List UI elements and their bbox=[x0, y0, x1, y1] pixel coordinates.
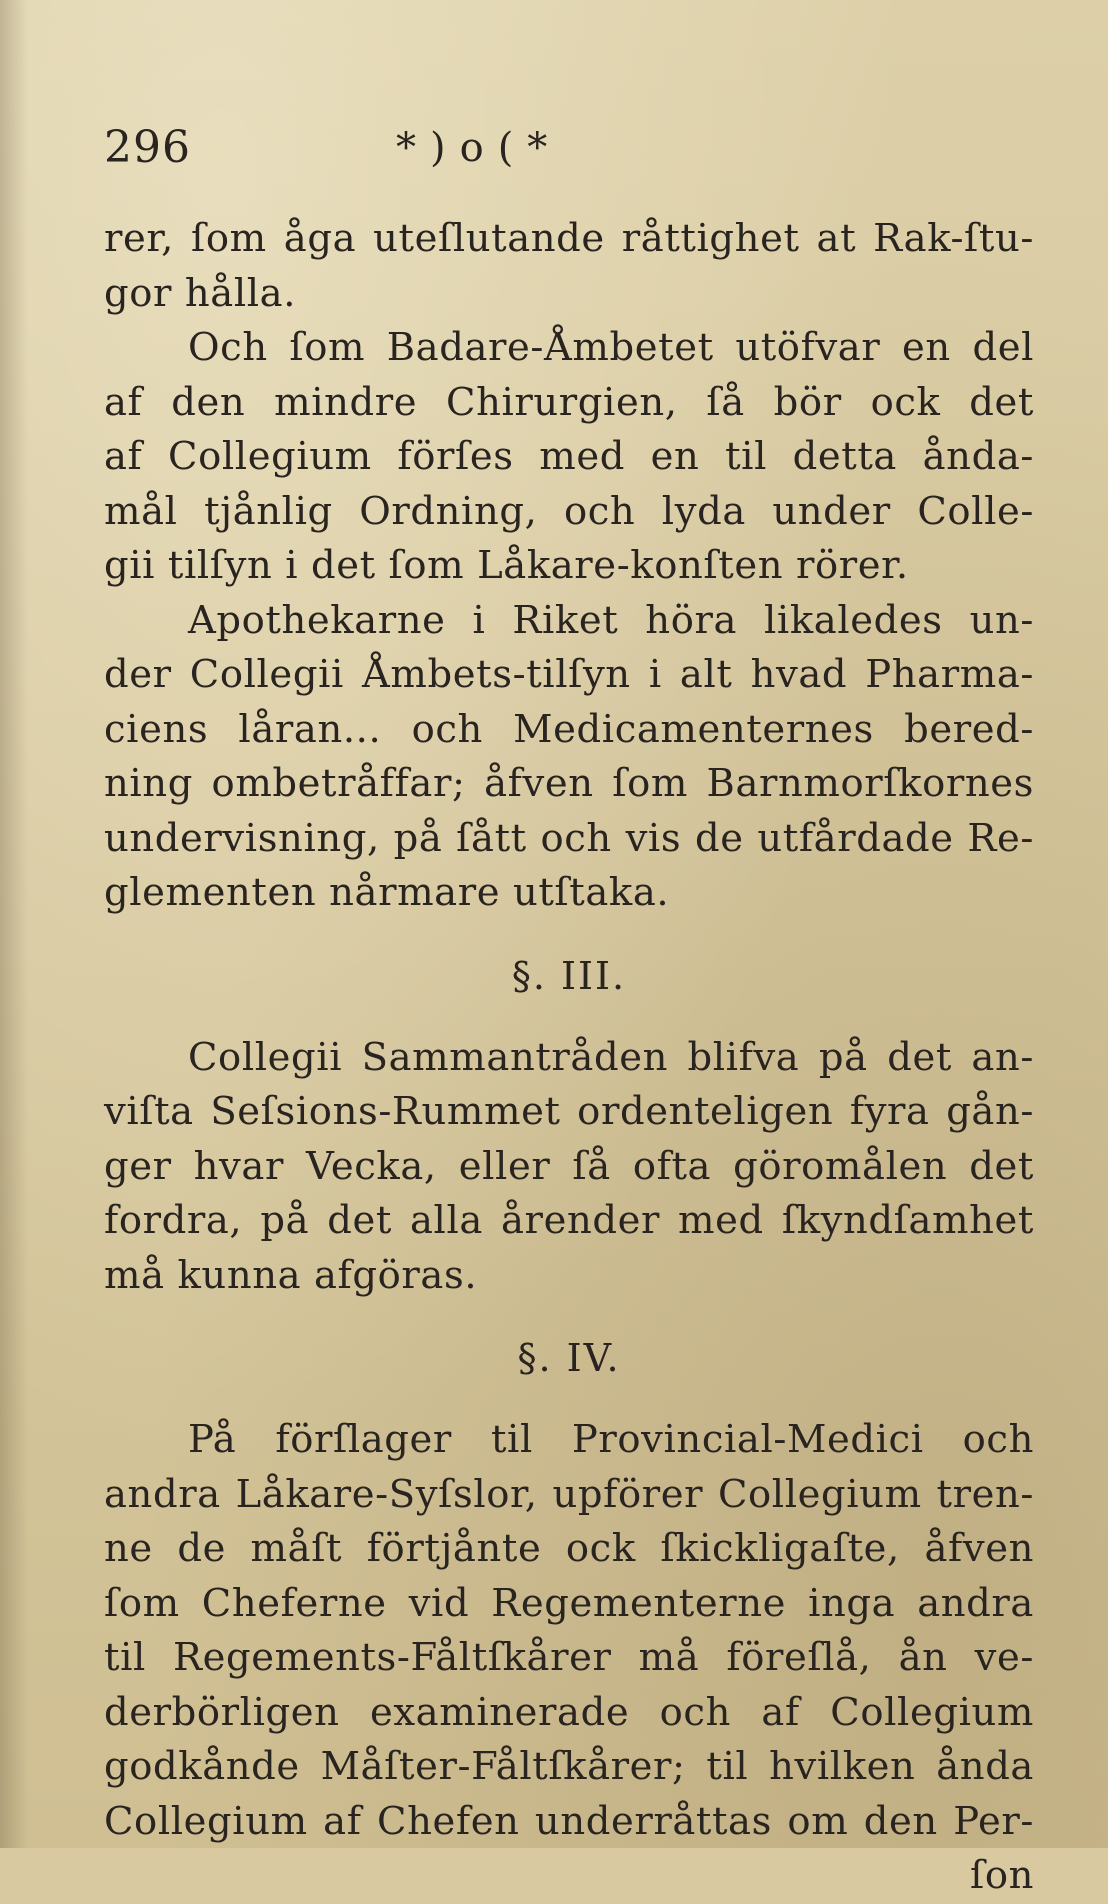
paragraph-first-line: Collegii Sammantråden blifva på det an- bbox=[188, 1034, 1034, 1080]
text-line: må kunna afgöras. bbox=[104, 1252, 478, 1298]
text-line: viſta Seſsions-Rummet ordenteligen fyra gån- bbox=[104, 1089, 1034, 1134]
text-line: af den mindre Chirurgien, ſå bör ock det bbox=[104, 379, 1034, 425]
page-number: 296 bbox=[104, 122, 191, 173]
running-header bbox=[104, 118, 1004, 178]
text-line: der Collegii Åmbets-tilſyn i alt hvad Pharma- bbox=[104, 652, 1034, 697]
text-line: ger hvar Vecka, eller ſå ofta göromålen det bbox=[104, 1143, 1034, 1189]
text-line: fordra, på det alla årender med ſkyndſamhet bbox=[104, 1198, 1034, 1243]
paragraph-first-line: Apothekarne i Riket höra likaledes un- bbox=[188, 597, 1034, 643]
text-line: ning ombetråffar; åfven ſom Barnmorſkornes bbox=[104, 761, 1034, 806]
text-line: gii tilſyn i det ſom Låkare-konſten rörer. bbox=[104, 543, 909, 588]
text-line: undervisning, på ſått och vis de utfårdade Re- bbox=[104, 815, 1034, 861]
text-line: gor hålla. bbox=[104, 270, 297, 316]
paragraph-first-line: På förſlager til Provincial-Medici och bbox=[188, 1417, 1034, 1462]
paragraph-first-line: Och ſom Badare-Åmbetet utöfvar en del bbox=[188, 325, 1034, 370]
section-heading-iii: §. III. bbox=[511, 953, 627, 998]
text-line: rer, ſom åga uteſlutande råttighet at Rak-ſtu- bbox=[104, 216, 1034, 261]
text-line: andra Låkare-Syſslor, upförer Collegium tren- bbox=[104, 1471, 1034, 1517]
text-line: godkånde Måſter-Fåltſkårer; til hvilken ånda bbox=[104, 1744, 1034, 1789]
text-line: mål tjånlig Ordning, och lyda under Colle- bbox=[104, 488, 1034, 534]
text-line: derbörligen examinerade och af Collegium bbox=[104, 1689, 1034, 1735]
header-ornament: *)o(* bbox=[396, 125, 562, 171]
text-line: ciens låran... och Medicamenternes bered- bbox=[104, 706, 1034, 752]
text-line: glementen nårmare utſtaka. bbox=[104, 870, 670, 915]
page-body bbox=[104, 212, 1034, 1904]
text-line: ne de måſt förtjånte ock ſkickligaſte, åfven bbox=[104, 1526, 1034, 1571]
text-line: til Regements-Fåltſkårer må föreſlå, ån ve- bbox=[104, 1635, 1034, 1680]
catchword: ſon bbox=[969, 1853, 1034, 1898]
section-heading-iv: §. IV. bbox=[517, 1336, 621, 1380]
text-line: ſom Cheferne vid Regementerne inga andra bbox=[104, 1580, 1034, 1626]
text-line: Collegium af Chefen underråttas om den Per- bbox=[104, 1798, 1034, 1844]
text-line: af Collegium förſes med en til detta ånda- bbox=[104, 434, 1034, 479]
